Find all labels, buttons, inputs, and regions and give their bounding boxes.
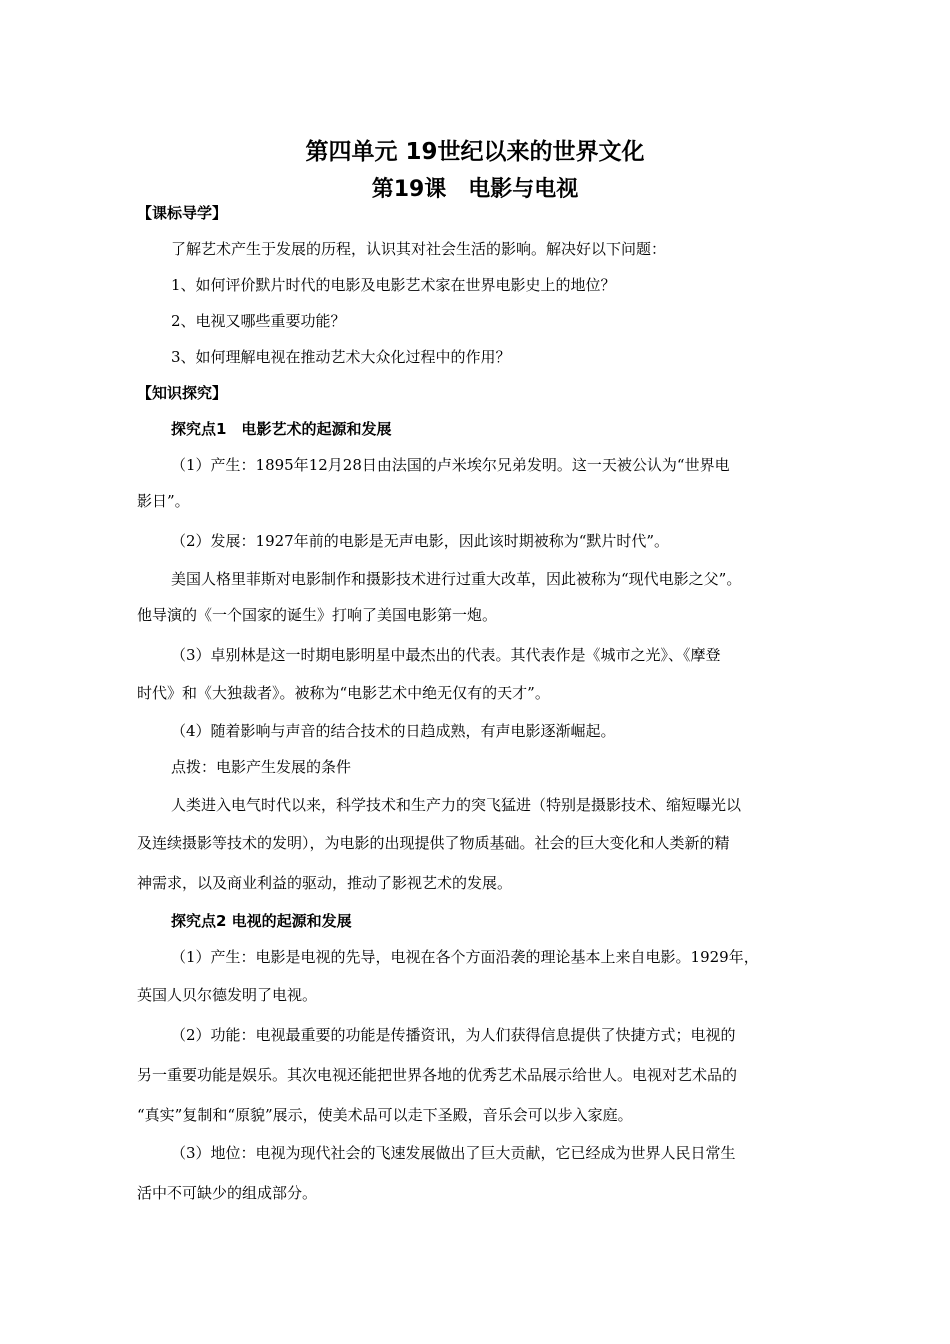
point-1-para-4-line-2: 时代》和《大独裁者》。被称为“电影艺术中绝无仅有的天才”。 xyxy=(137,684,550,702)
point-1-para-2: （2）发展：1927年前的电影是无声电影，因此该时期被称为“默片时代”。 xyxy=(171,532,670,550)
point-2-para-2-line-2: 另一重要功能是娱乐。其次电视还能把世界各地的优秀艺术品展示给世人。电视对艺术品的 xyxy=(137,1066,738,1084)
point-1-tip-line-3: 神需求，以及商业利益的驱动，推动了影视艺术的发展。 xyxy=(137,874,513,892)
point-2-para-1-line-1: （1）产生：电影是电视的先导，电视在各个方面沿袭的理论基本上来自电影。1929年， xyxy=(171,948,759,966)
point-1-tip-line-1: 人类进入电气时代以来，科学技术和生产力的突飞猛进（特别是摄影技术、缩短曝光以 xyxy=(171,796,742,814)
point-1-tip-line-2: 及连续摄影等技术的发明），为电影的出现提供了物质基础。社会的巨大变化和人类新的精 xyxy=(137,834,730,852)
point-1-title: 探究点1 电影艺术的起源和发展 xyxy=(171,420,392,438)
guide-intro: 了解艺术产生于发展的历程，认识其对社会生活的影响。解决好以下问题： xyxy=(171,240,667,258)
point-1-para-3-line-2: 他导演的《一个国家的诞生》打响了美国电影第一炮。 xyxy=(137,606,498,624)
point-2-para-2-line-1: （2）功能：电视最重要的功能是传播资讯，为人们获得信息提供了快捷方式；电视的 xyxy=(171,1026,736,1044)
section-heading-guide: 【课标导学】 xyxy=(137,204,228,222)
lesson-title: 第19课 电影与电视 xyxy=(371,177,579,202)
point-1-tip-title: 点拨：电影产生发展的条件 xyxy=(171,758,352,776)
point-1-para-4-line-1: （3）卓别林是这一时期电影明星中最杰出的代表。其代表作是《城市之光》、《摩登 xyxy=(171,646,721,664)
point-2-para-1-line-2: 英国人贝尔德发明了电视。 xyxy=(137,986,318,1004)
guide-question-3: 3、如何理解电视在推动艺术大众化过程中的作用？ xyxy=(171,348,511,366)
point-2-para-3-line-2: 活中不可缺少的组成部分。 xyxy=(137,1184,318,1202)
point-2-para-3-line-1: （3）地位：电视为现代社会的飞速发展做出了巨大贡献，它已经成为世界人民日常生 xyxy=(171,1144,736,1162)
point-2-title: 探究点2 电视的起源和发展 xyxy=(171,912,352,930)
point-1-para-5: （4）随着影响与声音的结合技术的日趋成熟，有声电影逐渐崛起。 xyxy=(171,722,616,740)
point-1-para-1-line-1: （1）产生：1895年12月28日由法国的卢米埃尔兄弟发明。这一天被公认为“世界电 xyxy=(171,456,730,474)
point-2-para-2-line-3: “真实”复制和“原貌”展示，使美术品可以走下圣殿，音乐会可以步入家庭。 xyxy=(137,1106,633,1124)
section-heading-explore: 【知识探究】 xyxy=(137,384,228,402)
point-1-para-1-line-2: 影日”。 xyxy=(137,492,190,510)
guide-question-1: 1、如何评价默片时代的电影及电影艺术家在世界电影史上的地位？ xyxy=(171,276,616,294)
guide-question-2: 2、电视又哪些重要功能？ xyxy=(171,312,346,330)
unit-title: 第四单元 19世纪以来的世界文化 xyxy=(305,139,645,165)
point-1-para-3-line-1: 美国人格里菲斯对电影制作和摄影技术进行过重大改革，因此被称为“现代电影之父”。 xyxy=(171,570,742,588)
